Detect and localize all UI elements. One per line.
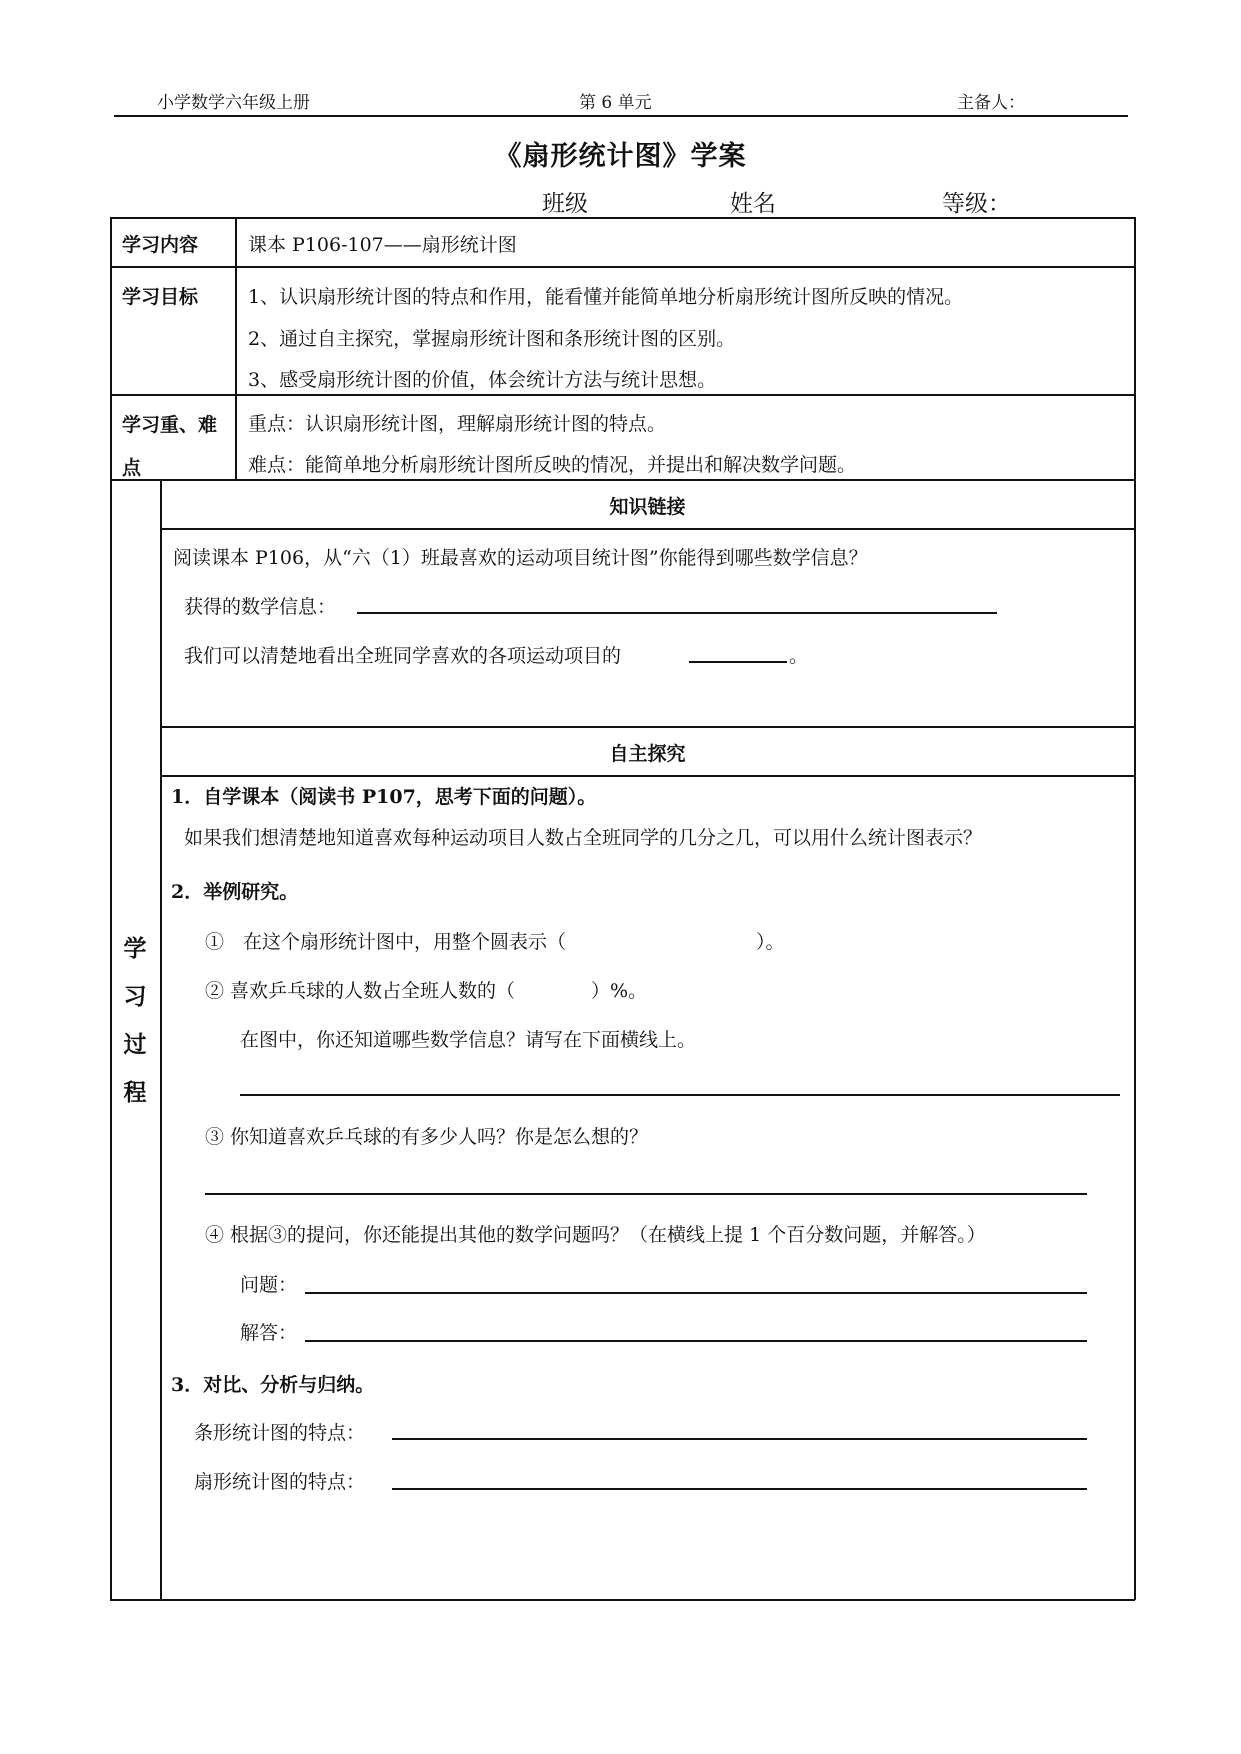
- question-label: 问题：: [240, 1274, 298, 1296]
- clear-text-a: 我们可以清楚地看出全班同学喜欢的各项运动项目的: [184, 645, 622, 667]
- question-1: ① 在这个扇形统计图中，用整个圆表示（ ）。: [205, 931, 785, 953]
- step3-title: 3．对比、分析与归纳。: [171, 1374, 375, 1396]
- goal-item-1: 1、认识扇形统计图的特点和作用，能看懂并能简单地分析扇形统计图所反映的情况。: [248, 286, 964, 308]
- grade-label: 等级：: [942, 191, 1011, 217]
- grade-blank[interactable]: [1022, 195, 1130, 218]
- info-answer-line[interactable]: [357, 612, 997, 614]
- process-side-char: 学: [123, 935, 147, 962]
- step1-title: 1．自学课本（阅读书 P107，思考下面的问题）。: [171, 786, 597, 808]
- keypoint-text: 重点：认识扇形统计图，理解扇形统计图的特点。: [248, 413, 667, 435]
- class-label: 班级: [542, 191, 588, 217]
- explore-section-title: 自主探究: [609, 743, 686, 765]
- class-field[interactable]: [542, 185, 691, 218]
- question-4: ④ 根据③的提问，你还能提出其他的数学问题吗？（在横线上提 1 个百分数问题，并解答。）: [205, 1224, 986, 1246]
- knowledge-question: 阅读课本 P106，从“六（1）班最喜欢的运动项目统计图”你能得到哪些数学信息？: [173, 547, 868, 569]
- process-side-label: [120, 925, 150, 1117]
- bar-chart-feature-line[interactable]: [392, 1438, 1087, 1440]
- grade-field[interactable]: [942, 185, 1130, 218]
- goals-label: 学习目标: [122, 286, 199, 308]
- goal-item-3: 3、感受扇形统计图的价值，体会统计方法与统计思想。: [248, 369, 717, 391]
- process-side-char: 习: [123, 983, 147, 1010]
- header-right: 主备人：: [957, 93, 1025, 113]
- pie-chart-feature-label: 扇形统计图的特点：: [194, 1471, 366, 1493]
- question-2: ② 喜欢乒乓球的人数占全班人数的（ ）%。: [205, 980, 648, 1002]
- name-blank[interactable]: [791, 195, 915, 218]
- question-3: ③ 你知道喜欢乒乓球的有多少人吗？你是怎么想的？: [205, 1126, 649, 1148]
- goal-item-2: 2、通过自主探究，掌握扇形统计图和条形统计图的区别。: [248, 328, 736, 350]
- header-left: 小学数学六年级上册: [157, 93, 310, 113]
- class-blank[interactable]: [603, 195, 691, 218]
- answer-line[interactable]: [305, 1340, 1087, 1342]
- page-title: 《扇形统计图》学案: [494, 141, 747, 172]
- keypoint-label-line1: 学习重、难: [122, 414, 218, 436]
- question-2-answer-line[interactable]: [240, 1094, 1120, 1096]
- pie-chart-feature-line[interactable]: [392, 1488, 1087, 1490]
- knowledge-section-title: 知识链接: [609, 496, 686, 518]
- process-side-char: 程: [123, 1079, 147, 1106]
- question-answer-line[interactable]: [305, 1292, 1087, 1294]
- header-rule: [114, 115, 1128, 117]
- step2-title: 2．举例研究。: [171, 881, 299, 903]
- clear-text-b: 。: [789, 645, 809, 667]
- process-side-char: 过: [123, 1031, 147, 1058]
- keypoint-label-line2: 点: [122, 457, 142, 479]
- step1-question: 如果我们想清楚地知道喜欢每种运动项目人数占全班同学的几分之几，可以用什么统计图表示？: [184, 827, 983, 849]
- clear-answer-line[interactable]: [689, 661, 787, 663]
- answer-label: 解答：: [240, 1322, 298, 1344]
- name-label: 姓名: [730, 191, 776, 217]
- question-2-sub: 在图中，你还知道哪些数学信息？请写在下面横线上。: [240, 1029, 697, 1051]
- content-label: 学习内容: [122, 234, 199, 256]
- bar-chart-feature-label: 条形统计图的特点：: [194, 1422, 366, 1444]
- difficulty-text: 难点：能简单地分析扇形统计图所反映的情况，并提出和解决数学问题。: [248, 454, 857, 476]
- question-3-answer-line[interactable]: [205, 1193, 1087, 1195]
- header-center: 第 6 单元: [579, 93, 652, 113]
- content-text: 课本 P106-107——扇形统计图: [248, 234, 517, 256]
- info-label: 获得的数学信息：: [184, 596, 337, 618]
- name-field[interactable]: [730, 185, 915, 218]
